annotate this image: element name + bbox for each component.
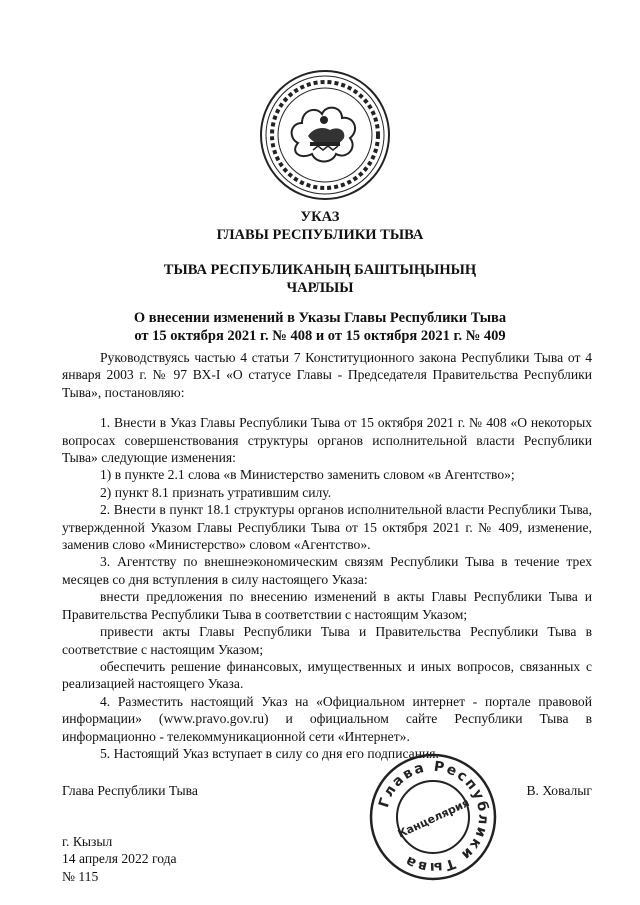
clause-1-item-1: 1) в пункте 2.1 слова «в Министерство заменить словом «в Агентство»; — [100, 467, 515, 483]
signatory-name: В. Ховалыг — [526, 783, 592, 798]
issue-details — [62, 833, 177, 885]
clause-1: 1. Внести в Указ Главы Республики Тыва от 15 октября 2021 г. № 408 «О некоторых вопросах совершенствования структуры органов исполнительной власти Республики Тыва» следующие изменения: — [62, 415, 592, 466]
coat-of-arms-emblem — [258, 68, 392, 202]
document-type-title: УКАЗ ГЛАВЫ РЕСПУБЛИКИ ТЫВА — [216, 209, 424, 243]
document-subject: О внесении изменений в Указы Главы Республики Тыва от 15 октября 2021 г. № 408 и от 15 октября 2021 г. № 409 — [133, 310, 507, 344]
document-body — [62, 349, 592, 762]
clause-3-item-2: привести акты Главы Республики Тыва и Правительства Республики Тыва в соответствие с настоящим Указом; — [62, 624, 592, 657]
clause-2: 2. Внести в пункт 18.1 структуры органов исполнительной власти Республики Тыва, утвержденной Указом Главы Республики Тыва от 15 октября 2021 г. № 409, изменение, заменив слово «Министерство» словом «Агентство». — [62, 502, 592, 553]
clause-5: 5. Настоящий Указ вступает в силу со дня его подписания. — [100, 745, 439, 761]
clause-3-item-3: обеспечить решение финансовых, имущественных и иных вопросов, связанных с реализацией настоящего Указа. — [62, 658, 592, 692]
clause-1-item-2: 2) пункт 8.1 признать утратившим силу. — [100, 484, 332, 500]
official-stamp — [368, 752, 498, 882]
issue-date: 14 апреля 2022 года — [62, 851, 177, 867]
issue-number: № 115 — [62, 868, 99, 884]
stamp-ring-text: Глава Республики Тыва — [376, 758, 492, 876]
document-type-title-tuvan: ТЫВА РЕСПУБЛИКАНЫҢ БАШТЫҢЫНЫҢ ЧАРЛЫЫ — [163, 262, 477, 296]
clause-3: 3. Агентству по внешнеэкономическим связям Республики Тыва в течение трех месяцев со дня вступления в силу настоящего Указа: — [62, 554, 592, 587]
issue-city: г. Кызыл — [62, 834, 113, 849]
clause-3-item-1: внести предложения по внесению изменений в акты Главы Республики Тыва и Правительства Республики Тыва в соответствии с настоящим Указом; — [62, 589, 592, 622]
clause-4: 4. Разместить настоящий Указ на «Официальном интернет - портале правовой информации» (www.pravo.gov.ru) и официальном сайте Республики Тыва в информационно - телекоммуникационной сети «Интернет». — [62, 693, 592, 744]
stamp-center-text: Канцелярия — [395, 796, 472, 841]
signatory-title: Глава Республики Тыва — [62, 783, 198, 798]
preamble: Руководствуясь частью 4 статьи 7 Конституционного закона Республики Тыва от 4 января 2003 г. № 97 ВХ-I «О статусе Главы - Председателя Правительства Республики Тыва», постановляю: — [62, 350, 592, 400]
